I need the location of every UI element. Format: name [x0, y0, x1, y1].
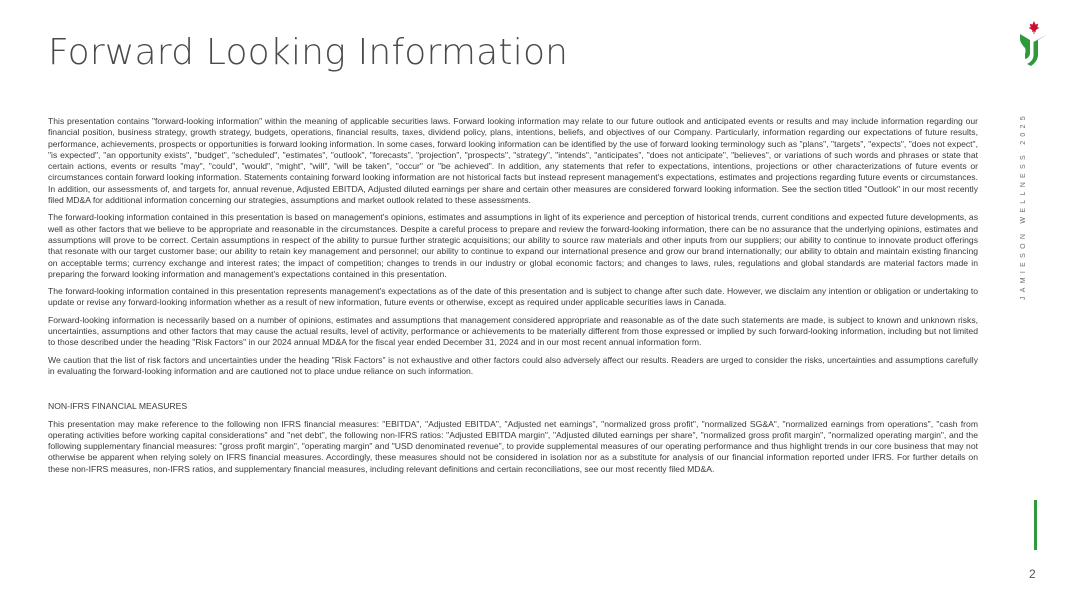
page-title: Forward Looking Information — [48, 32, 569, 73]
paragraph-risks: Forward-looking information is necessarily based on a number of opinions, estimates and assumptions that management considered appropriate and reasonable as of the date such statements are made, is subject to known and unknown risks, uncertainties, assumptions and other factors that may cause the actual results, level of activity, performance or achievements to be materially different from those expressed or implied by such forward-looking information, including but not limited to those described under the heading "Risk Factors" in our 2024 annual MD&A for the fiscal year ended December 31, 2024 and in our most recent annual information form. — [48, 314, 978, 348]
non-ifrs-paragraph: This presentation may make reference to the following non IFRS financial measures: "EBITDA", "Adjusted EBITDA", "Adjusted net earnings", "normalized gross profit", "normalized SG&A", "normalized earnings from operations", "cash from operating activities before working capital considerations" and "net debt", the following non-IFRS ratios: "Adjusted EBITDA margin", "Adjusted diluted earnings per share", "normalized gross profit margin", "normalized operating margin", and the following supplementary financial measures: "gross profit margin", "operating margin" and "USD denominated revenue", to provide supplemental measures of our operating performance and thus highlight trends in our core business that may not otherwise be apparent when relying solely on IFRS financial measures. Accordingly, these measures should not be considered in isolation nor as a substitute for analysis of our financial information reported under IFRS. For further details on these non-IFRS measures, non-IFRS ratios, and supplementary financial measures, including relevant definitions and certain reconciliations, see our most recently filed MD&A. — [48, 418, 978, 474]
accent-bar — [1034, 500, 1037, 550]
jamieson-logo-icon — [1017, 20, 1051, 68]
non-ifrs-heading: NON-IFRS FINANCIAL MEASURES — [48, 401, 188, 412]
j-mark-left-icon — [1020, 34, 1030, 59]
paragraph-forward-looking-definition: This presentation contains "forward-looking information" within the meaning of applicable securities laws. Forward looking information may relate to our future outlook and anticipated events or results and may include information regarding our financial position, business strategy, growth strategy, budgets, operations, financial results, taxes, dividend policy, plans, intentions, beliefs, and objectives of our Company. Particularly, information regarding our expectations of future results, performance, achievements, prospects or opportunities is forward looking information. In some cases, forward looking information can be identified by the use of forward looking terminology such as "plans", "targets", "expects", "does not expect", "is expected", "an opportunity exists", "budget", "scheduled", "estimates", "outlook", "forecasts", "projection", "prospects", "strategy", "intends", "anticipates", "does not anticipate", "believes", or variations of such words and phrases or state that certain actions, events or results "may", "could", "would", "might", "will", "will be taken", "occur" or "be achieved". In addition, any statements that refer to expectations, intentions, projections or other characterizations of future events or circumstances contain forward looking information. Statements containing forward looking information are not historical facts but instead represent management's expectations, estimates and projections regarding future events or circumstances. In addition, our assessments of, and targets for, annual revenue, Adjusted EBITDA, Adjusted diluted earnings per share and certain other measures are considered forward looking information. See the section titled "Outlook" in our most recently filed MD&A for additional information concerning our strategies, assumptions and market outlook related to these assessments. — [48, 116, 978, 206]
paragraph-date-of-presentation: The forward-looking information contained in this presentation represents management's expectations as of the date of this presentation and is subject to change after such date. However, we disclaim any intention or obligation or undertaking to update or revise any forward-looking information whether as a result of new information, future events or otherwise, except as required under applicable securities laws in Canada. — [48, 286, 978, 308]
maple-leaf-icon — [1029, 21, 1040, 34]
body-text — [48, 116, 978, 481]
paragraph-assumptions: The forward-looking information contained in this presentation is based on management's opinions, estimates and assumptions in light of its experience and perception of historical trends, current conditions and expected future developments, as well as other factors that we believe to be appropriate and reasonable in the circumstances. Despite a careful process to prepare and review the forward-looking information, there can be no assurance that the underlying opinions, estimates and assumptions will prove to be correct. Certain assumptions in respect of the ability to pursue further strategic acquisitions; our ability to source raw materials and other inputs from our suppliers; our ability to continue to innovate product offerings that resonate with our target customer base; our ability to retain key management and personnel; our ability to continue to expand our international presence and grow our brand internationally; our ability to obtain and maintain existing financing on acceptable terms; currency exchange and interest rates; the impact of competition; changes to trends in our industry or global economic factors; and changes to laws, rules, regulations and global standards are material factors made in preparing the forward looking information and management's expectations contained in this presentation. — [48, 212, 978, 279]
j-mark-right-icon — [1027, 34, 1048, 66]
brand-year-label: JAMIESON WELLNESS 2025 — [1020, 112, 1027, 300]
paragraph-caution: We caution that the list of risk factors and uncertainties under the heading "Risk Factors" is not exhaustive and other factors could also adversely affect our results. Readers are urged to consider the risks, uncertainties and assumptions carefully in evaluating the forward-looking information and are cautioned not to place undue reliance on such information. — [48, 354, 978, 376]
vertical-brand-text — [1020, 100, 1032, 300]
page-number: 2 — [1029, 567, 1036, 581]
